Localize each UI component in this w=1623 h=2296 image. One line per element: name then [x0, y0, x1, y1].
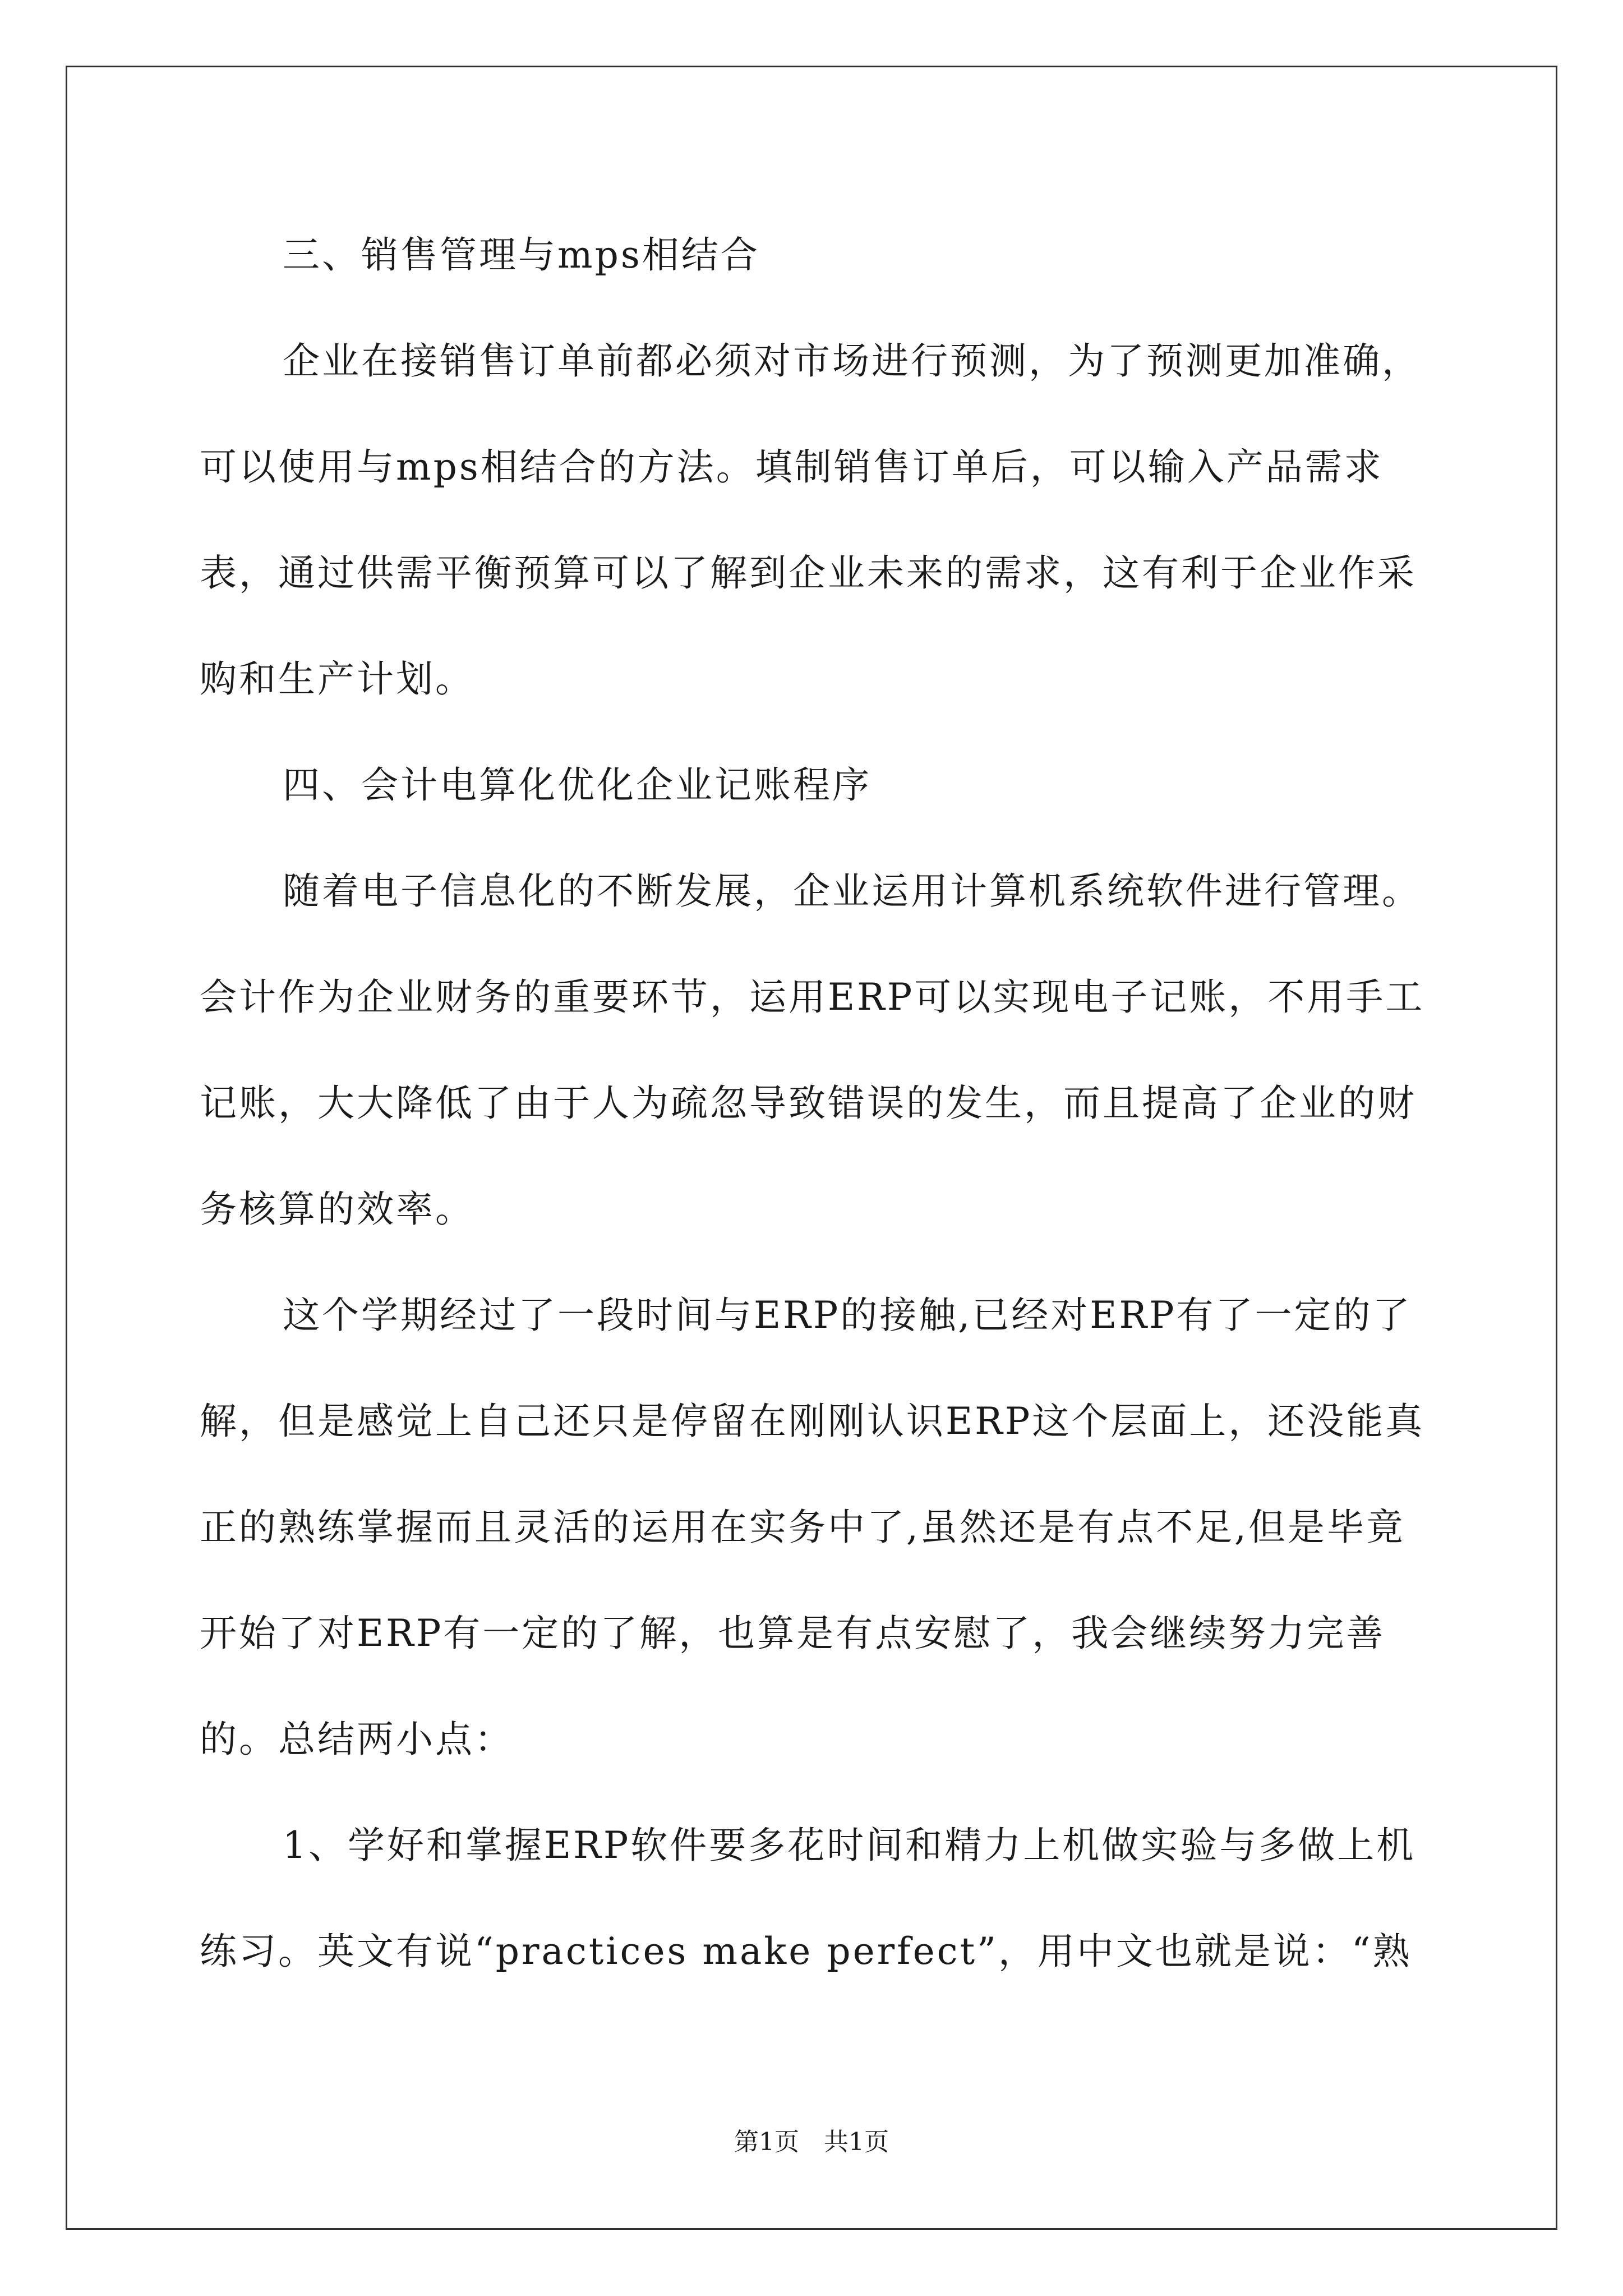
paragraph-accounting: 随着电子信息化的不断发展，企业运用计算机系统软件进行管理。会计作为企业财务的重要环节，运用ERP可以实现电子记账，不用手工记账，大大降低了由于人为疏忽导致错误的发生，而且提高了企业的财务核算的效率。 [200, 869, 1425, 1231]
section-heading-accounting: 四、会计电算化优化企业记账程序 [283, 763, 872, 807]
paragraph-sales-forecast: 企业在接销售订单前都必须对市场进行预测，为了预测更加准确，可以使用与mps相结合的方法。填制销售订单后，可以输入产品需求表，通过供需平衡预算可以了解到企业未来的需求，这有利于企业作采购和生产计划。 [200, 339, 1421, 701]
paragraph-point-one: 1、学好和掌握ERP软件要多花时间和精力上机做实验与多做上机练习。英文有说“practices make perfect”，用中文也就是说：“熟 [200, 1824, 1416, 1973]
document-body [200, 202, 1433, 2004]
page-footer: 第1页 共1页 [734, 2128, 889, 2156]
paragraph-semester-summary: 这个学期经过了一段时间与ERP的接触,已经对ERP有了一定的了解，但是感觉上自己还只是停留在刚刚认识ERP这个层面上，还没能真正的熟练掌握而且灵活的运用在实务中了,虽然还是有点不足,但是毕竟开始了对ERP有一定的了解，也算是有点安慰了，我会继续努力完善的。总结两小点： [200, 1294, 1425, 1761]
section-heading-sales-mps: 三、销售管理与mps相结合 [283, 233, 760, 277]
